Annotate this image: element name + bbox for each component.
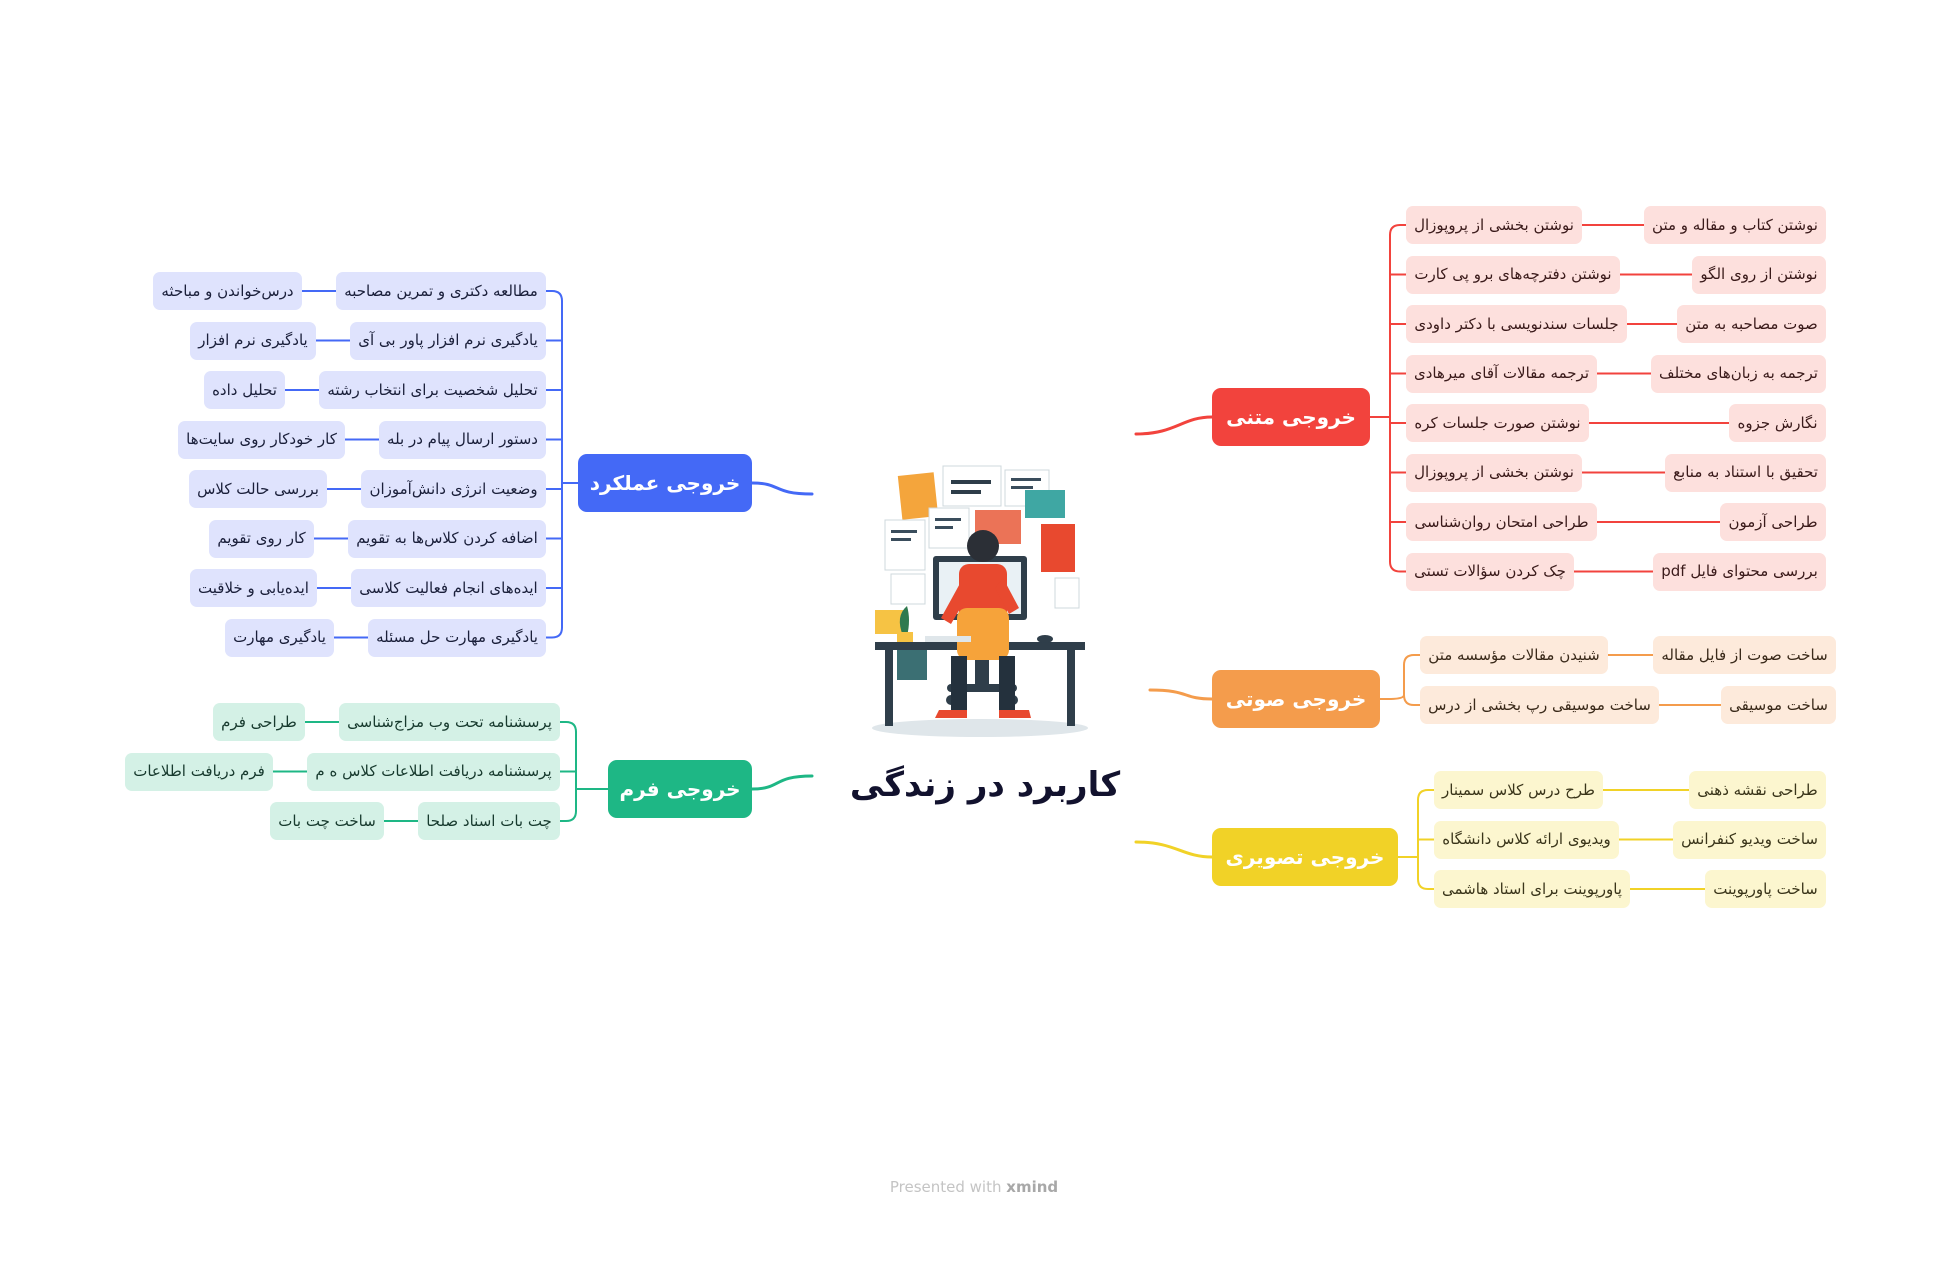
elbow-text-0	[1390, 225, 1406, 235]
branch-connector-image	[1136, 842, 1212, 857]
subtopic-performance-7[interactable]: یادگیری مهارت حل مسئله	[368, 619, 546, 657]
footer-prefix: Presented with	[889, 1178, 1002, 1196]
subtopic-performance-3[interactable]: دستور ارسال پیام در بله	[379, 421, 546, 459]
elbow-image-0	[1418, 790, 1434, 800]
leaf-form-1[interactable]: فرم دریافت اطلاعات	[125, 753, 273, 791]
subtopic-image-2[interactable]: پاورپوینت برای استاد هاشمی	[1434, 870, 1630, 908]
subtopic-text-7[interactable]: چک کردن سؤالات تستی	[1406, 553, 1574, 591]
subtopic-text-2[interactable]: جلسات سندنویسی با دکتر داودی	[1406, 305, 1627, 343]
leaf-form-2[interactable]: ساخت چت بات	[270, 802, 384, 840]
branch-form[interactable]: خروجی فرم	[608, 760, 752, 818]
spine-join-audio	[1388, 695, 1404, 699]
person-at-desk-illustration	[855, 460, 1105, 740]
central-topic[interactable]: کاربرد در زندگی	[849, 765, 1121, 805]
leaf-performance-6[interactable]: ایده‌یابی و خلاقیت	[190, 569, 317, 607]
leaf-performance-2[interactable]: تحلیل داده	[204, 371, 285, 409]
subtopic-form-2[interactable]: چت بات اسناد صلحا	[418, 802, 560, 840]
subtopic-form-0[interactable]: پرسشنامه تحت وب مزاج‌شناسی	[339, 703, 560, 741]
subtopic-text-3[interactable]: ترجمه مقالات آقای میرهادی	[1406, 355, 1597, 393]
branch-image[interactable]: خروجی تصویری	[1212, 828, 1398, 886]
elbow-performance-7	[546, 628, 562, 638]
branch-connector-form	[752, 776, 812, 789]
leaf-text-7[interactable]: بررسی محتوای فایل pdf	[1653, 553, 1826, 591]
elbow-form-2	[560, 811, 576, 821]
leaf-text-6[interactable]: طراحی آزمون	[1720, 503, 1826, 541]
leaf-performance-7[interactable]: یادگیری مهارت	[225, 619, 334, 657]
branch-connector-audio	[1150, 690, 1212, 699]
footer-credit	[0, 1178, 1948, 1198]
leaf-text-0[interactable]: نوشتن کتاب و مقاله و متن	[1644, 206, 1826, 244]
subtopic-performance-0[interactable]: مطالعه دکتری و تمرین مصاحبه	[336, 272, 546, 310]
subtopic-text-0[interactable]: نوشتن بخشی از پروپوزال	[1406, 206, 1582, 244]
subtopic-text-5[interactable]: نوشتن بخشی از پروپوزال	[1406, 454, 1582, 492]
elbow-image-2	[1418, 879, 1434, 889]
leaf-text-4[interactable]: نگارش جزوه	[1729, 404, 1826, 442]
subtopic-performance-6[interactable]: ایده‌های انجام فعالیت کلاسی	[351, 569, 546, 607]
branch-audio[interactable]: خروجی صوتی	[1212, 670, 1380, 728]
elbow-audio-1	[1404, 695, 1420, 705]
leaf-audio-1[interactable]: ساخت موسیقی	[1721, 686, 1836, 724]
elbow-form-0	[560, 722, 576, 732]
subtopic-form-1[interactable]: پرسشنامه دریافت اطلاعات کلاس ه م	[307, 753, 560, 791]
subtopic-text-6[interactable]: طراحی امتحان روان‌شناسی	[1406, 503, 1597, 541]
leaf-audio-0[interactable]: ساخت صوت از فایل مقاله	[1653, 636, 1836, 674]
subtopic-image-0[interactable]: طرح درس کلاس سمینار	[1434, 771, 1603, 809]
branch-text[interactable]: خروجی متنی	[1212, 388, 1370, 446]
branch-performance[interactable]: خروجی عملکرد	[578, 454, 752, 512]
subtopic-text-4[interactable]: نوشتن صورت جلسات کره	[1406, 404, 1589, 442]
footer-brand: xmind	[1006, 1178, 1059, 1196]
leaf-performance-4[interactable]: بررسی حالت کلاس	[189, 470, 327, 508]
elbow-text-7	[1390, 562, 1406, 572]
subtopic-performance-2[interactable]: تحلیل شخصیت برای انتخاب رشته	[319, 371, 546, 409]
branch-connector-text	[1136, 417, 1212, 434]
leaf-image-0[interactable]: طراحی نقشه ذهنی	[1689, 771, 1826, 809]
leaf-form-0[interactable]: طراحی فرم	[213, 703, 305, 741]
leaf-image-1[interactable]: ساخت ویدیو کنفرانس	[1673, 821, 1826, 859]
branch-connector-performance	[752, 483, 812, 494]
subtopic-audio-1[interactable]: ساخت موسیقی رپ بخشی از درس	[1420, 686, 1659, 724]
leaf-text-1[interactable]: نوشتن از روی الگو	[1692, 256, 1826, 294]
leaf-image-2[interactable]: ساخت پاورپوینت	[1705, 870, 1826, 908]
subtopic-performance-5[interactable]: اضافه کردن کلاس‌ها به تقویم	[348, 520, 546, 558]
subtopic-performance-1[interactable]: یادگیری نرم افزار پاور بی آی	[350, 322, 546, 360]
subtopic-image-1[interactable]: ویدیوی ارائه کلاس دانشگاه	[1434, 821, 1619, 859]
leaf-performance-0[interactable]: درس‌خواندن و مباحثه	[153, 272, 302, 310]
subtopic-text-1[interactable]: نوشتن دفترچه‌های برو پی کارت	[1406, 256, 1620, 294]
elbow-audio-0	[1404, 655, 1420, 665]
leaf-text-5[interactable]: تحقیق با استناد به منابع	[1665, 454, 1826, 492]
elbow-performance-0	[546, 291, 562, 301]
subtopic-audio-0[interactable]: شنیدن مقالات مؤسسه متن	[1420, 636, 1608, 674]
leaf-performance-3[interactable]: کار خودکار روی سایت‌ها	[178, 421, 345, 459]
leaf-text-3[interactable]: ترجمه به زبان‌های مختلف	[1651, 355, 1826, 393]
leaf-text-2[interactable]: صوت مصاحبه به متن	[1677, 305, 1826, 343]
leaf-performance-5[interactable]: کار روی تقویم	[209, 520, 314, 558]
leaf-performance-1[interactable]: یادگیری نرم افزار	[190, 322, 316, 360]
subtopic-performance-4[interactable]: وضعیت انرژی دانش‌آموزان	[361, 470, 546, 508]
